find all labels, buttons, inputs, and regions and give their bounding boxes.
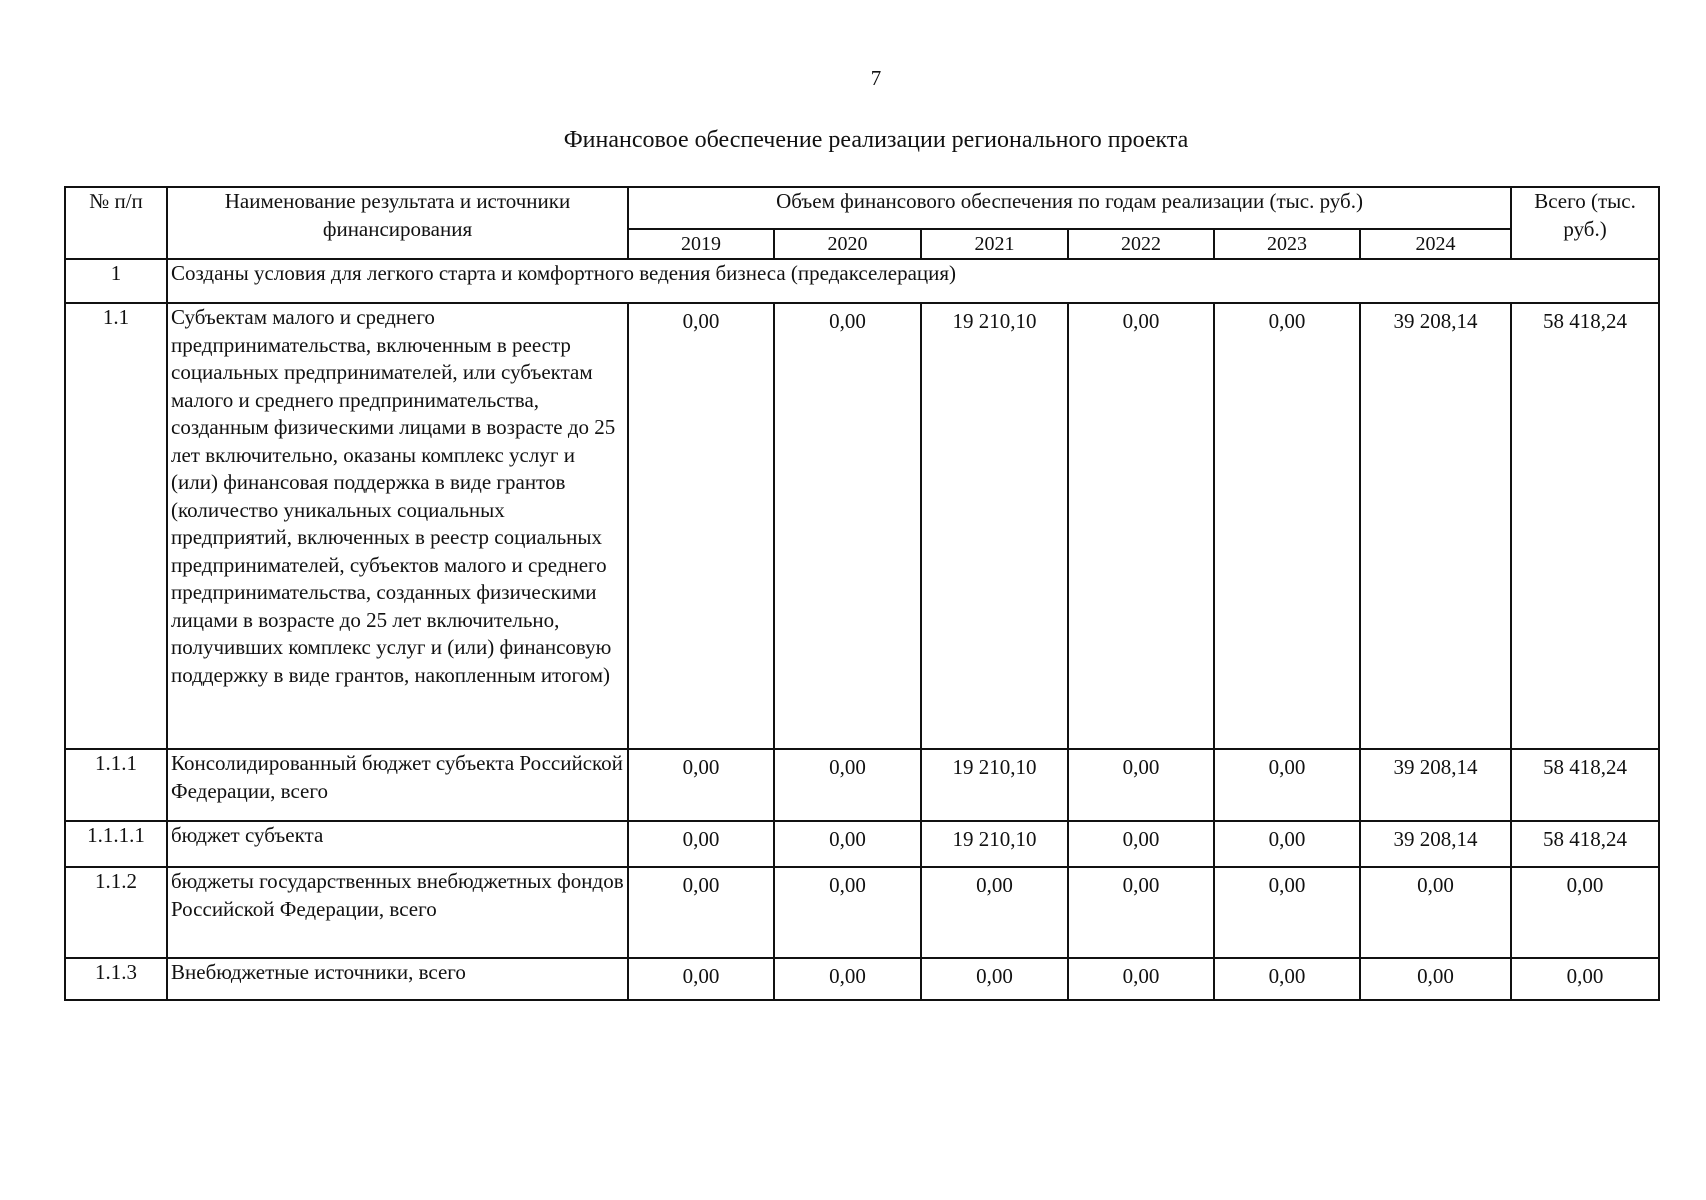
row-value: 0,00 <box>1068 303 1214 749</box>
row-num: 1.1 <box>65 303 167 749</box>
section-name: Созданы условия для легкого старта и комфортного ведения бизнеса (предакселерация) <box>167 259 1659 303</box>
row-value: 39 208,14 <box>1360 749 1511 821</box>
page-number: 7 <box>870 66 882 90</box>
row-value: 0,00 <box>921 867 1068 958</box>
row-name: бюджеты государственных внебюджетных фондов Российской Федерации, всего <box>167 867 628 958</box>
header-name: Наименование результата и источники финансирования <box>167 187 628 259</box>
row-value: 0,00 <box>1214 958 1360 1000</box>
row-total: 58 418,24 <box>1511 821 1659 867</box>
row-value: 0,00 <box>628 867 774 958</box>
header-year: 2023 <box>1214 229 1360 259</box>
header-year: 2021 <box>921 229 1068 259</box>
row-total: 58 418,24 <box>1511 749 1659 821</box>
table-row <box>65 867 1659 958</box>
header-year: 2024 <box>1360 229 1511 259</box>
row-value: 39 208,14 <box>1360 303 1511 749</box>
table-row <box>65 303 1659 749</box>
row-value: 0,00 <box>921 958 1068 1000</box>
row-total: 58 418,24 <box>1511 303 1659 749</box>
row-value: 0,00 <box>628 303 774 749</box>
row-value: 19 210,10 <box>921 749 1068 821</box>
row-value: 39 208,14 <box>1360 821 1511 867</box>
row-value: 0,00 <box>1068 821 1214 867</box>
row-name: Субъектам малого и среднего предпринимательства, включенным в реестр социальных предпринимателей, или субъектам малого и среднего предпринимательства, созданным физическими лицами в возрасте до 25 лет включительно, оказаны комплекс услуг и (или) финансовая поддержка в виде грантов (количество уникальных социальных предприятий, включенных в реестр социальных предпринимателей, субъектов малого и среднего предпринимательства, созданных физическими лицами в возрасте до 25 лет включительно, получивших комплекс услуг и (или) финансовую поддержку в виде грантов, накопленным итогом) <box>167 303 628 749</box>
row-value: 0,00 <box>774 867 921 958</box>
row-num: 1.1.2 <box>65 867 167 958</box>
row-total: 0,00 <box>1511 867 1659 958</box>
row-value: 0,00 <box>628 749 774 821</box>
row-num: 1.1.1.1 <box>65 821 167 867</box>
table-row <box>65 749 1659 821</box>
row-value: 0,00 <box>1068 958 1214 1000</box>
row-value: 0,00 <box>1068 867 1214 958</box>
row-name: Консолидированный бюджет субъекта Российской Федерации, всего <box>167 749 628 821</box>
row-value: 0,00 <box>1214 303 1360 749</box>
table-row <box>65 821 1659 867</box>
row-value: 0,00 <box>774 958 921 1000</box>
row-value: 0,00 <box>1214 821 1360 867</box>
row-value: 0,00 <box>774 303 921 749</box>
section-num: 1 <box>65 259 167 303</box>
row-value: 0,00 <box>1214 867 1360 958</box>
section-row <box>65 259 1659 303</box>
row-value: 19 210,10 <box>921 821 1068 867</box>
row-value: 0,00 <box>1068 749 1214 821</box>
header-volume: Объем финансового обеспечения по годам реализации (тыс. руб.) <box>628 187 1511 229</box>
row-value: 0,00 <box>1360 867 1511 958</box>
document-title: Финансовое обеспечение реализации регионального проекта <box>563 127 1189 153</box>
row-num: 1.1.1 <box>65 749 167 821</box>
row-value: 0,00 <box>628 958 774 1000</box>
header-row <box>65 187 1659 229</box>
table-row <box>65 958 1659 1000</box>
row-value: 0,00 <box>774 749 921 821</box>
header-year: 2020 <box>774 229 921 259</box>
row-value: 0,00 <box>1360 958 1511 1000</box>
row-total: 0,00 <box>1511 958 1659 1000</box>
row-value: 19 210,10 <box>921 303 1068 749</box>
row-num: 1.1.3 <box>65 958 167 1000</box>
header-num: № п/п <box>65 187 167 259</box>
row-value: 0,00 <box>628 821 774 867</box>
row-name: бюджет субъекта <box>167 821 628 867</box>
header-year: 2022 <box>1068 229 1214 259</box>
row-value: 0,00 <box>774 821 921 867</box>
row-name: Внебюджетные источники, всего <box>167 958 628 1000</box>
row-value: 0,00 <box>1214 749 1360 821</box>
header-year: 2019 <box>628 229 774 259</box>
header-total: Всего (тыс. руб.) <box>1511 187 1659 259</box>
financing-table <box>64 186 1660 1001</box>
